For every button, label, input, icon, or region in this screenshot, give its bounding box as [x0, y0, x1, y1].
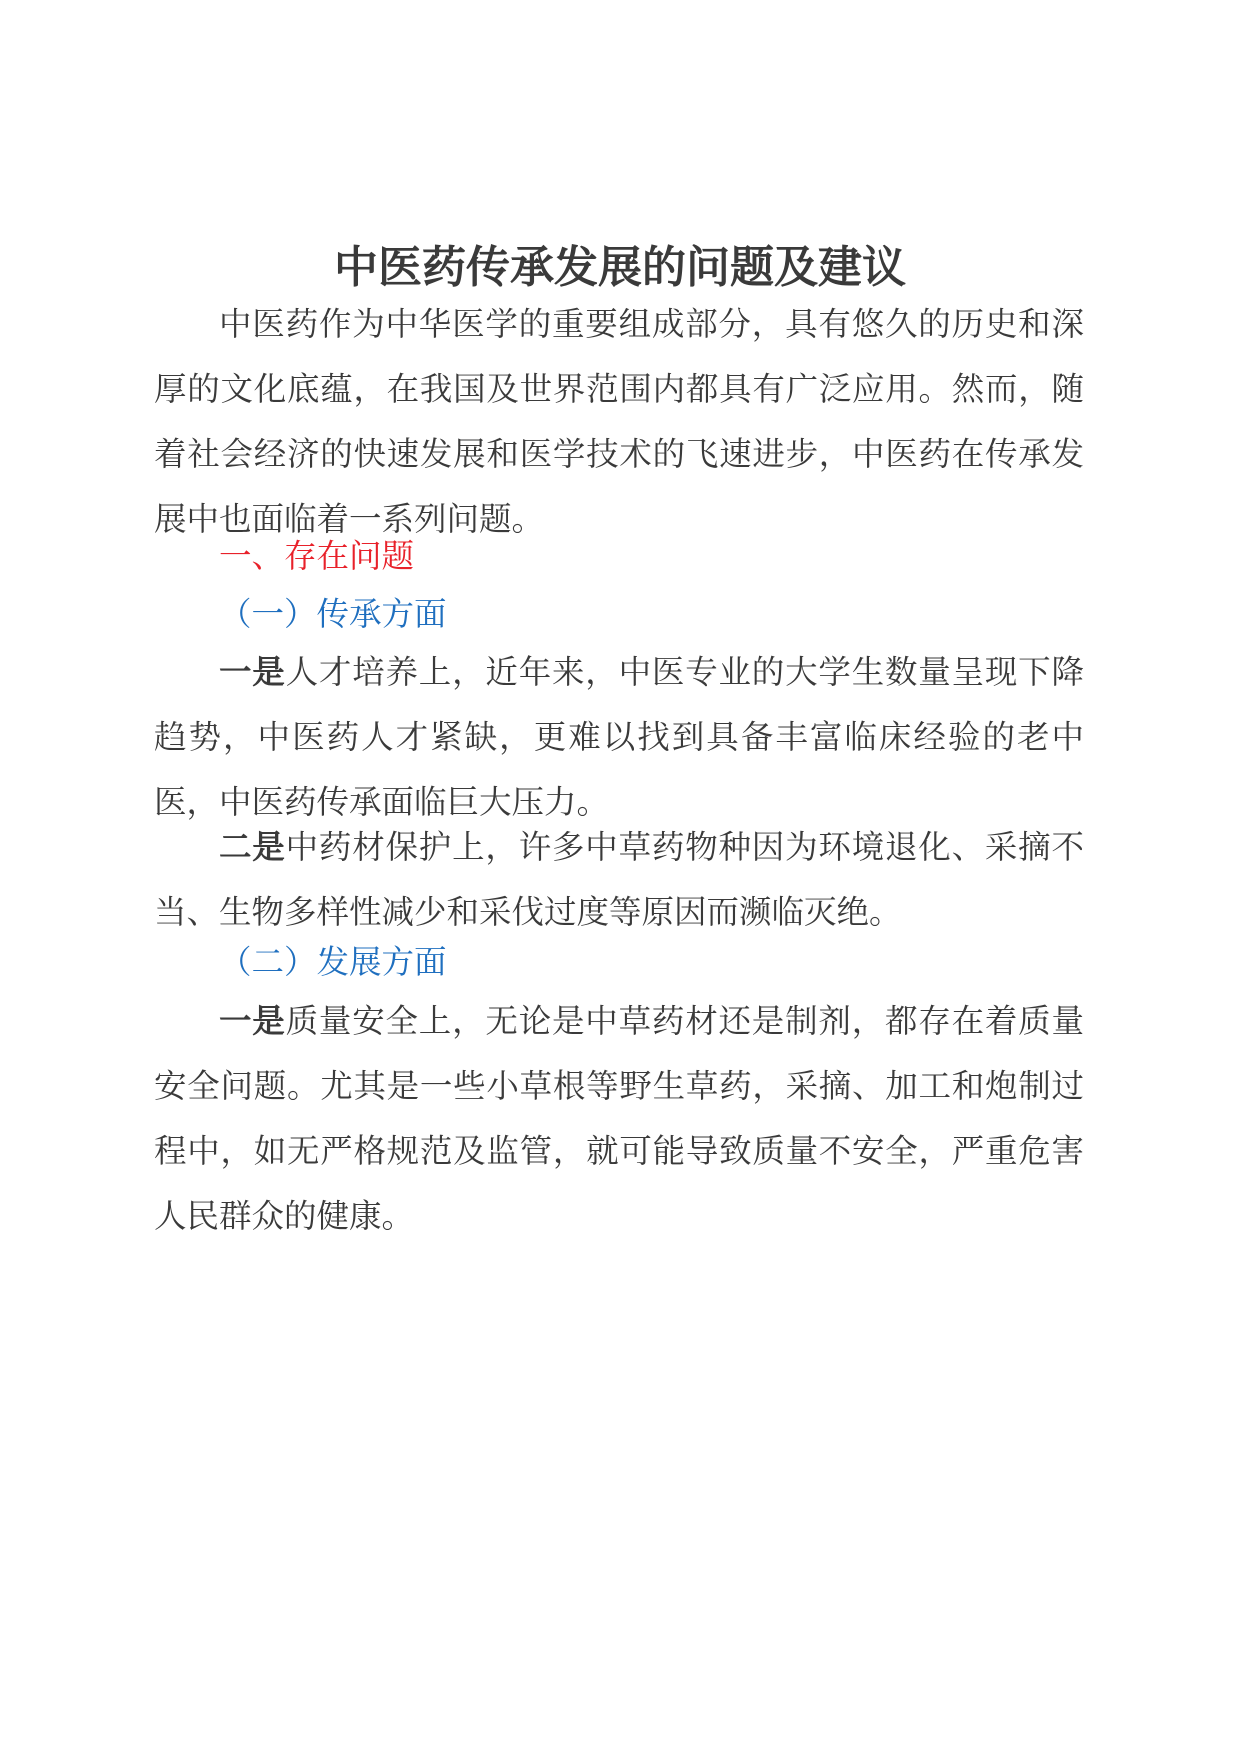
- paragraph-body: 人才培养上，近年来，中医专业的大学生数量呈现下降趋势，中医药人才紧缺，更难以找到具备丰富临床经验的老中医，中医药传承面临巨大压力。: [154, 653, 1084, 821]
- paragraph-quality-safety: [154, 989, 1084, 1249]
- paragraph-herb-protection: [154, 815, 1084, 945]
- paragraph-talent-training: [154, 640, 1084, 835]
- paragraph-lead-label: 二是: [219, 828, 286, 866]
- subsection-heading-development: （二）发展方面: [219, 943, 447, 981]
- section-heading-issues: 一、存在问题: [219, 537, 415, 575]
- document-title: 中医药传承发展的问题及建议: [334, 242, 906, 293]
- paragraph-lead-label: 一是: [219, 1002, 286, 1040]
- paragraph-lead-label: 一是: [219, 653, 286, 691]
- paragraph-body: 中药材保护上，许多中草药物种因为环境退化、采摘不当、生物多样性减少和采伐过度等原因而濒临灭绝。: [154, 828, 1084, 931]
- intro-paragraph: 中医药作为中华医学的重要组成部分，具有悠久的历史和深厚的文化底蕴，在我国及世界范围内都具有广泛应用。然而，随着社会经济的快速发展和医学技术的飞速进步，中医药在传承发展中也面临着一系列问题。: [154, 305, 1084, 538]
- subsection-heading-inheritance: （一）传承方面: [219, 595, 447, 633]
- paragraph-body: 质量安全上，无论是中草药材还是制剂，都存在着质量安全问题。尤其是一些小草根等野生草药，采摘、加工和炮制过程中，如无严格规范及监管，就可能导致质量不安全，严重危害人民群众的健康。: [154, 1002, 1084, 1235]
